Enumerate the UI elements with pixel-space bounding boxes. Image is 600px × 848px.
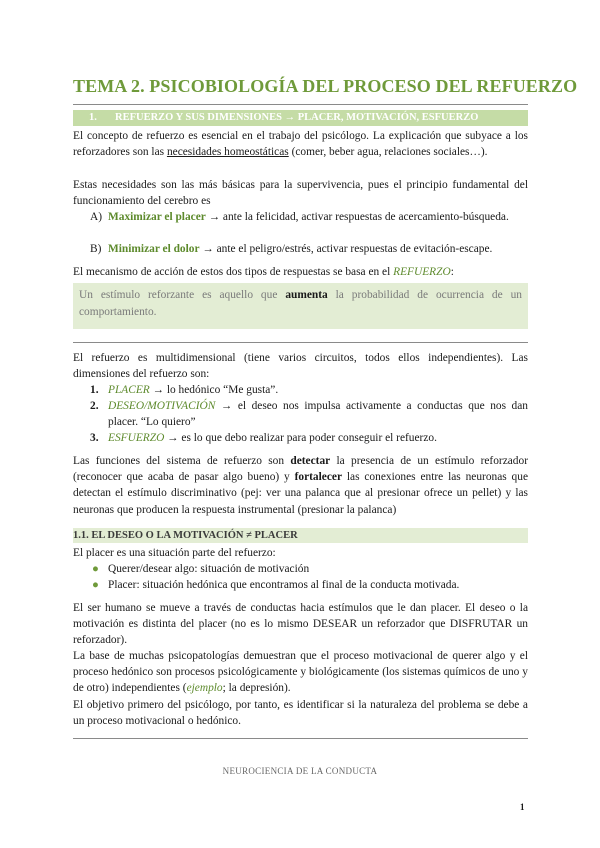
paragraph: Estas necesidades son las más básicas para la supervivencia, pues el principio fundamental del funcionamiento del cerebro es — [73, 179, 528, 208]
document-title: TEMA 2. PSICOBIOLOGÍA DEL PROCESO DEL REFUERZO — [73, 76, 578, 96]
bullet-icon: ● — [92, 579, 99, 591]
highlight-term: REFUERZO — [393, 266, 451, 278]
list-term: ESFUERZO — [108, 432, 165, 444]
paragraph: El mecanismo de acción de estos dos tipos de respuestas se basa en el REFUERZO: — [73, 266, 454, 278]
paragraph: El ser humano se mueve a través de conductas hacia estímulos que le dan placer. El deseo o la motivación es distinta del placer (no es lo mismo DESEAR un reforzador que DISFRUTAR un reforzador). — [73, 602, 528, 647]
paragraph: La base de muchas psicopatologías demuestran que el proceso motivacional de querer algo y el proceso hedónico son procesos psicológicamente y biológicamente (los sistemas químicos de uno y de otro) independientes (ejemplo; la depresión). — [73, 650, 528, 695]
list-item: ● Placer: situación hedónica que encontramos al final de la conducta motivada. — [108, 577, 548, 593]
section-number: 1. — [89, 112, 97, 123]
paragraph: El objetivo primero del psicólogo, por tanto, es identificar si la naturaleza del problema se debe a un proceso motivacional o hedónico. — [73, 699, 528, 728]
definition-box: Un estímulo reforzante es aquello que aumenta la probabilidad de ocurrencia de un comportamiento. — [73, 283, 528, 329]
paragraph: El concepto de refuerzo es esencial en el trabajo del psicólogo. La explicación que subyace a los reforzadores son las necesidades homeostáticas (comer, beber agua, relaciones sociales…). — [73, 130, 528, 159]
bold-term: aumenta — [285, 289, 328, 301]
page-footer: NEUROCIENCIA DE LA CONDUCTA — [222, 766, 378, 776]
list-item: A) Maximizar el placer → ante la felicidad, activar respuestas de acercamiento-búsqueda. — [108, 209, 548, 225]
underlined-term: necesidades homeostáticas — [166, 146, 289, 159]
paragraph: El refuerzo es multidimensional (tiene varios circuitos, todos ellos independientes). Las dimensiones del refuerzo son: — [73, 352, 528, 381]
list-term: Maximizar el placer — [108, 211, 206, 223]
list-marker: A) — [90, 211, 103, 223]
list-item: 1. PLACER → lo hedónico “Me gusta”. — [90, 384, 279, 396]
italic-term: ejemplo — [186, 682, 223, 695]
bold-term: detectar — [290, 455, 331, 467]
list-term: Minimizar el dolor — [108, 243, 200, 255]
list-item: ● Querer/desear algo: situación de motivación — [108, 561, 548, 577]
paragraph: El placer es una situación parte del refuerzo: — [73, 547, 276, 559]
list-item: 2. DESEO/MOTIVACIÓN → el deseo nos impulsa activamente a conductas que nos dan placer. “Lo quiero” — [90, 400, 528, 429]
list-term: PLACER — [108, 384, 150, 396]
list-marker: B) — [90, 243, 102, 255]
divider — [73, 104, 528, 105]
bullet-icon: ● — [92, 563, 99, 575]
list-item: 3. ESFUERZO → es lo que debo realizar para poder conseguir el refuerzo. — [90, 432, 437, 444]
paragraph: Las funciones del sistema de refuerzo son detectar la presencia de un estímulo reforzador (reconocer que acaba de pasar algo bueno) y fortalecer las conexiones entre las neuronas que detectan el estímulo discriminativo (pej: ver una palanca que al presionar ofrece un pellet) y las neuronas que producen la respuesta instrumental (presionar la palanca) — [73, 455, 528, 516]
page-number: 1 — [520, 802, 525, 812]
subsection-header: 1.1. EL DESEO O LA MOTIVACIÓN ≠ PLACER — [73, 528, 528, 543]
list-item: B) Minimizar el dolor → ante el peligro/estrés, activar respuestas de evitación-escape. — [108, 241, 548, 257]
list-term: DESEO/MOTIVACIÓN — [108, 400, 216, 412]
divider — [73, 738, 528, 739]
section-header — [73, 110, 528, 126]
divider — [73, 342, 528, 343]
bold-term: fortalecer — [294, 471, 343, 484]
section-title: REFUERZO Y SUS DIMENSIONES → PLACER, MOTIVACIÓN, ESFUERZO — [115, 112, 479, 123]
